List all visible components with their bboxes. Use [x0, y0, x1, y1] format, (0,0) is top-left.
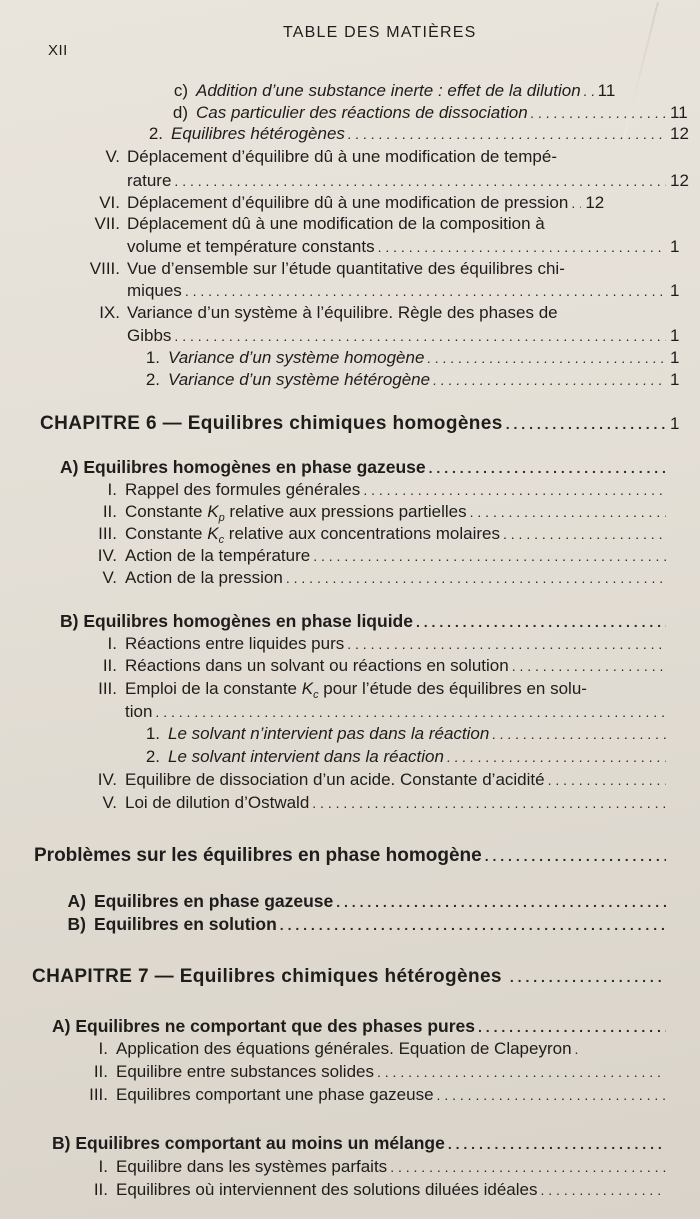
toc-entry: IV. Equilibre de dissociation d’un acide. Constante d’acidité . . .	[0, 769, 700, 791]
toc-entry: 2. Equilibres hétérogènes . . . 12	[0, 123, 700, 145]
toc-entry: III. Equilibres comportant une phase gazeuse . . .	[0, 1084, 700, 1106]
toc-entry: I. Application des équations générales. Equation de Clapeyron . . .	[0, 1038, 700, 1060]
toc-entry: VIII. Vue d’ensemble sur l’étude quantitative des équilibres chi-	[89, 259, 565, 278]
toc-entry: volume et température constants . . . 1	[0, 236, 700, 258]
toc-entry: 1. Variance d’un système homogène . . . 1	[0, 347, 700, 369]
toc-entry: c) Addition d’une substance inerte : effet de la dilution . . . 11	[0, 80, 700, 102]
running-head: TABLE DES MATIÈRES	[283, 24, 477, 41]
toc-entry: Gibbs . . . 1	[0, 325, 700, 347]
problems-heading: Problèmes sur les équilibres en phase homogène . . .	[0, 845, 700, 867]
toc-entry: I. Equilibre dans les systèmes parfaits . . .	[0, 1156, 700, 1178]
toc-entry: 2. Le solvant intervient dans la réaction . . .	[0, 746, 700, 768]
toc-entry: A) Equilibres en phase gazeuse . . .	[0, 890, 700, 912]
toc-entry: V. Déplacement d’équilibre dû à une modification de tempé-	[105, 147, 557, 166]
kp-symbol: K	[207, 502, 219, 521]
toc-entry: II. Réactions dans un solvant ou réactions en solution . . .	[0, 655, 700, 677]
toc-entry: miques . . . 1	[0, 280, 700, 302]
kc-symbol: K	[301, 679, 314, 698]
toc-entry: I. Réactions entre liquides purs . . .	[0, 633, 700, 655]
toc-entry: I. Rappel des formules générales . . .	[0, 479, 700, 501]
toc-entry: VI. Déplacement d’équilibre dû à une modification de pression . . . 12	[0, 192, 700, 214]
toc-entry: II. Equilibres où interviennent des solutions diluées idéales . . .	[0, 1179, 700, 1201]
toc-entry: III. Constante $K_c$ relative aux concentrations molaires . . .	[0, 523, 700, 545]
toc-entry: VII. Déplacement dû à une modification de la composition à	[94, 214, 545, 233]
chapter-7-heading: CHAPITRE 7 — Equilibres chimiques hétérogènes . . .	[0, 966, 700, 988]
section-heading: A) Equilibres ne comportant que des phases pures . . .	[0, 1015, 700, 1037]
section-heading: A) Equilibres homogènes en phase gazeuse . . .	[0, 456, 700, 478]
chapter-6-heading: CHAPITRE 6 — Equilibres chimiques homogènes . . . 1	[0, 413, 700, 435]
toc-entry: II. Equilibre entre substances solides . . .	[0, 1061, 700, 1083]
toc-entry: 2. Variance d’un système hétérogène . . . 1	[0, 369, 700, 391]
toc-entry: V. Action de la pression . . .	[0, 567, 700, 589]
toc-entry: V. Loi de dilution d’Ostwald . . .	[0, 792, 700, 814]
toc-entry: 1. Le solvant n’intervient pas dans la réaction . . .	[0, 723, 700, 745]
section-heading: B) Equilibres comportant au moins un mélange . . .	[0, 1132, 700, 1154]
kc-symbol: K	[207, 524, 219, 543]
toc-entry: IX. Variance d’un système à l’équilibre. Règle des phases de	[99, 303, 558, 322]
page-folio: XII	[48, 42, 68, 59]
toc-entry: IV. Action de la température . . .	[0, 545, 700, 567]
toc-entry: d) Cas particulier des réactions de dissociation . . . 11	[0, 102, 700, 124]
section-heading: B) Equilibres homogènes en phase liquide . . .	[0, 610, 700, 632]
toc-entry: II. Constante $K_p$ relative aux pressions partielles . . .	[0, 501, 700, 523]
toc-entry: III. Emploi de la constante $K_c$ pour l’étude des équilibres en solu-	[98, 679, 587, 701]
toc-entry: rature . . . 12	[0, 170, 700, 192]
toc-entry: B) Equilibres en solution . . .	[0, 913, 700, 935]
toc-entry: tion . . .	[0, 701, 700, 723]
